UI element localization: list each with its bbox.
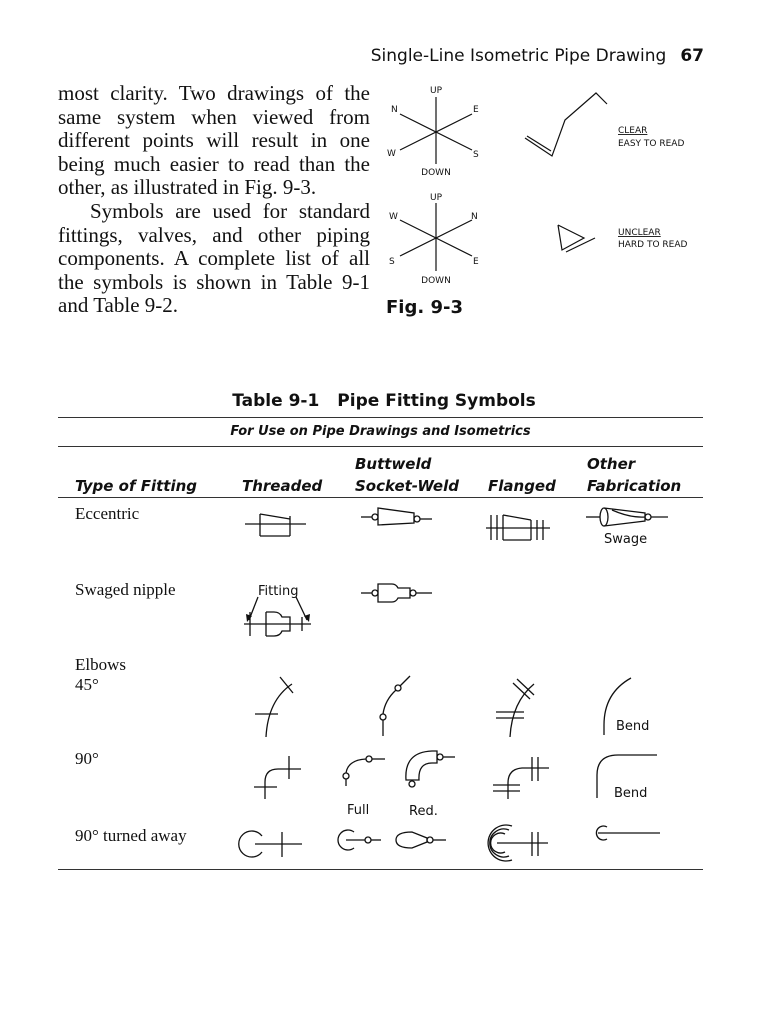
table-number: Table 9-1 xyxy=(232,391,320,411)
row-label-eccentric: Eccentric xyxy=(75,504,140,523)
col-head-flanged: Flanged xyxy=(488,477,556,495)
row-label-90-turned-away: 90° turned away xyxy=(75,826,187,845)
turned-away-buttweld-icon xyxy=(338,830,381,850)
fitting-label: Fitting xyxy=(258,584,299,599)
elbow-45-threaded-icon xyxy=(255,677,293,737)
swaged-nipple-threaded-icon xyxy=(244,597,311,636)
table-title-text: Pipe Fitting Symbols xyxy=(337,391,536,411)
bend-label: Bend xyxy=(616,719,650,734)
paragraph: most clarity. Two drawings of the same system when viewed from different points will result in one being much easier to read than the other, as illustrated in Fig. 9-3. xyxy=(58,81,370,200)
compass-label: N xyxy=(391,105,398,115)
unclear-label: UNCLEAR xyxy=(618,228,661,238)
eccentric-buttweld-icon xyxy=(361,508,432,525)
row-label-90: 90° xyxy=(75,749,99,768)
col-head-threaded: Threaded xyxy=(242,477,323,495)
elbow-90-buttweld-full-icon xyxy=(343,756,385,786)
swaged-nipple-buttweld-icon xyxy=(361,584,432,602)
table-bottom-rule xyxy=(58,869,703,870)
reduced-label: Red. xyxy=(409,804,438,819)
elbow-90-buttweld-reduced-icon xyxy=(406,751,455,787)
table-subtitle: For Use on Pipe Drawings and Isometrics xyxy=(230,424,531,439)
compass-label: N xyxy=(471,212,478,222)
compass-down-label: DOWN xyxy=(421,168,451,178)
swage-label: Swage xyxy=(604,532,648,547)
compass-label: E xyxy=(473,257,479,267)
running-head-title: Single-Line Isometric Pipe Drawing xyxy=(370,46,667,66)
col-head-other: Other xyxy=(587,455,636,473)
elbow-45-buttweld-icon xyxy=(380,676,410,736)
figure-caption: Fig. 9-3 xyxy=(386,297,463,318)
clear-sub-label: EASY TO READ xyxy=(618,139,685,149)
eccentric-swage-icon xyxy=(586,508,668,526)
compass-label: W xyxy=(389,212,398,222)
row-label-elbows: Elbows xyxy=(75,655,126,674)
elbow-90-flanged-icon xyxy=(493,757,549,799)
compass-label: E xyxy=(473,105,479,115)
page-number: 67 xyxy=(680,46,704,66)
col-head-fabrication: Fabrication xyxy=(587,477,682,495)
compass-label: W xyxy=(387,149,396,159)
eccentric-threaded-icon xyxy=(245,514,306,536)
compass-label: S xyxy=(473,150,479,160)
col-head-socketweld: Socket-Weld xyxy=(355,477,459,495)
bend-label: Bend xyxy=(614,786,648,801)
compass-up-label: UP xyxy=(429,193,443,203)
col-head-type: Type of Fitting xyxy=(75,477,197,495)
eccentric-flanged-icon xyxy=(486,515,550,540)
clear-label: CLEAR xyxy=(618,126,648,136)
row-label-swaged-nipple: Swaged nipple xyxy=(75,580,176,599)
compass-up-label: UP xyxy=(429,86,443,96)
compass-down-label: DOWN xyxy=(421,276,451,286)
turned-away-flanged-icon xyxy=(488,825,548,861)
unclear-sub-label: HARD TO READ xyxy=(618,240,688,250)
full-label: Full xyxy=(347,803,370,818)
turned-away-bend-icon xyxy=(596,826,660,840)
turned-away-reduced-icon xyxy=(396,832,446,848)
row-label-45: 45° xyxy=(75,675,99,694)
compass-label: S xyxy=(389,257,395,267)
paragraph: Symbols are used for standard fittings, valves, and other piping components. A complete list of all the symbols is shown in Table 9-1 and Table 9-2. xyxy=(58,198,370,318)
elbow-90-threaded-icon xyxy=(254,756,301,799)
elbow-45-flanged-icon xyxy=(496,679,534,737)
turned-away-threaded-icon xyxy=(239,831,302,857)
col-head-buttweld: Buttweld xyxy=(355,455,432,473)
